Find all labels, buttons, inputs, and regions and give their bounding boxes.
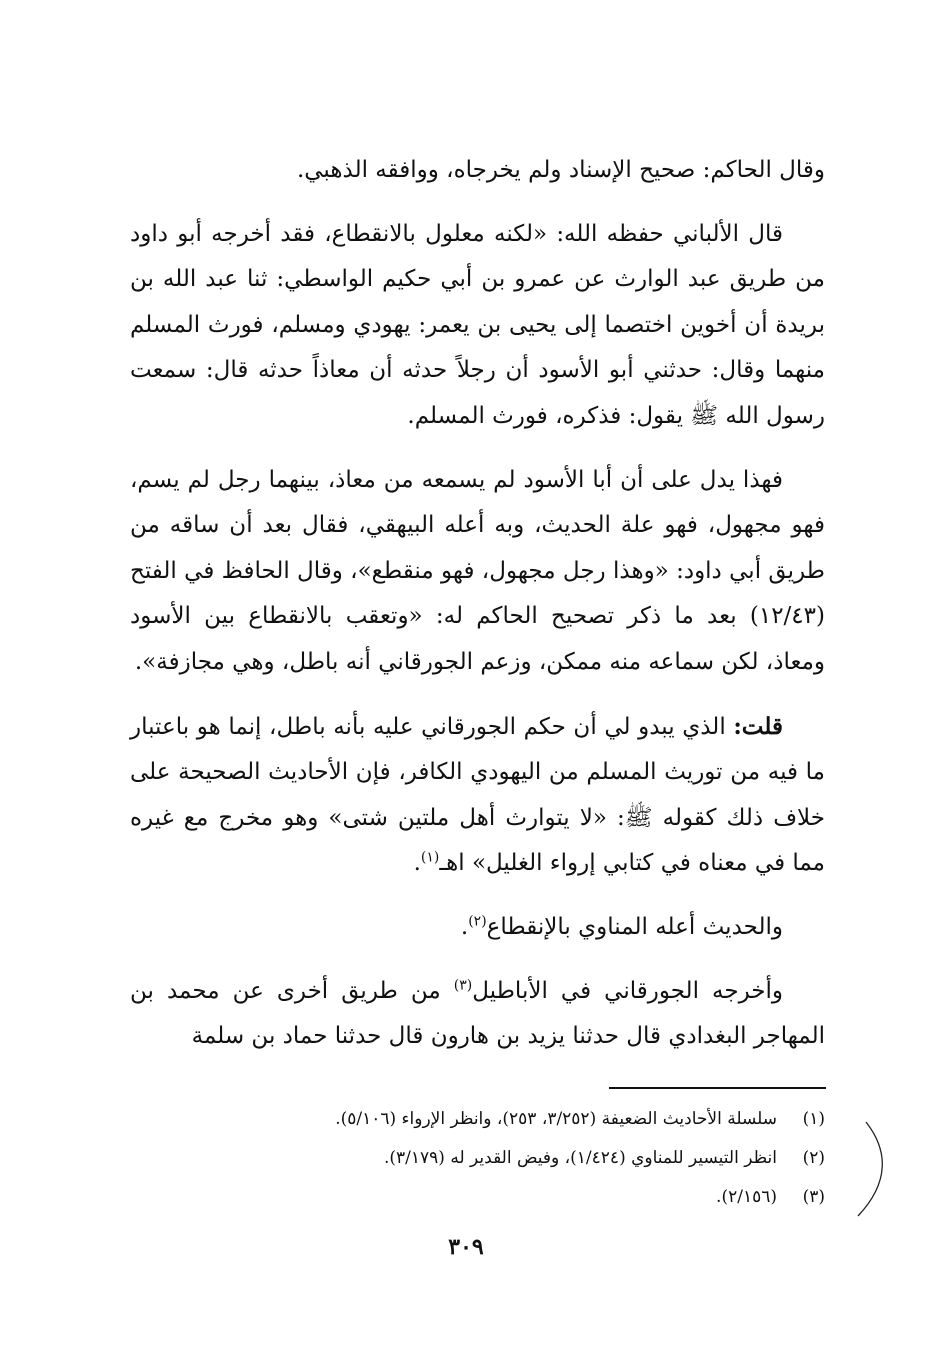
page-number: ٣٠٩ [448,1234,484,1260]
footnote-3-number: (٣) [802,1187,825,1207]
footnote-3-text: (٢/١٥٦). [716,1187,777,1207]
footnote-2 [130,1139,825,1178]
main-text [130,148,825,1060]
paragraph-3-text: فهذا يدل على أن أبا الأسود لم يسمعه من معاذ، بينهما رجل لم يسم، فهو مجهول، فهو علة الحديث، وبه أعله البيهقي، فقال بعد أن ساقه من طريق أبي داود: «وهذا رجل مجهول، فهو منقطع»، وقال الحافظ في الفتح (١٢/٤٣) بعد ما ذكر تصحيح الحاكم له: «وتعقب بالانقطاع بين الأسود ومعاذ، لكن سماعه منه ممكن، وزعم الجورقاني أنه باطل، وهي مجازفة». [130,466,825,675]
paragraph-5-text: والحديث أعله المناوي بالإنقطاع [486,913,783,940]
footnote-3 [130,1178,825,1217]
paragraph-4-text: الذي يبدو لي أن حكم الجورقاني عليه بأنه باطل، إنما هو باعتبار ما فيه من توريث المسلم من اليهودي الكافر، فإن الأحاديث الصحيحة على خلاف ذلك كقوله ﷺ: «لا يتوارث أهل ملتين شتى» وهو مخرج مع غيره مما في معناه في كتابي إرواء الغليل» اهـ [130,713,825,877]
footnote-ref-3: (٣) [453,976,473,993]
paragraph-4 [130,704,825,887]
footnote-2-number: (٢) [802,1148,825,1168]
paragraph-5-tail: . [460,913,469,940]
scan-margin-mark [852,1120,892,1220]
paragraph-4-tail: . [413,850,421,877]
footnotes [130,1100,825,1217]
paragraph-2-text: قال الألباني حفظه الله: «لكنه معلول بالانقطاع، فقد أخرجه أبو داود من طريق عبد الوارث عن عمرو بن أبي حكيم الواسطي: ثنا عبد الله بن بريدة أن أخوين اختصما إلى يحيى بن يعمر: يهودي ومسلم، فورث المسلم منهما وقال: حدثني أبو الأسود أن رجلاً حدثه أن معاذاً حدثه قال: سمعت رسول الله ﷺ يقول: فذكره، فورث المسلم. [130,220,825,429]
footnote-ref-2: (٢) [468,913,487,930]
footnote-1-number: (١) [802,1109,825,1129]
footnote-1-text: سلسلة الأحاديث الضعيفة (٣/٢٥٢، ٢٥٣)، وانظر الإرواء (٥/١٠٦). [335,1109,777,1129]
footnote-1 [130,1100,825,1139]
paragraph-6-tail: من طريق أخرى عن محمد بن المهاجر البغدادي قال حدثنا يزيد بن هارون قال حدثنا حماد بن سلمة [130,977,825,1050]
paragraph-4-lead: قلت: [733,712,783,740]
paragraph-6 [130,969,825,1060]
paragraph-1-text: وقال الحاكم: صحيح الإسناد ولم يخرجاه، ووافقه الذهبي. [296,157,825,183]
paragraph-5 [130,905,825,951]
paragraph-1 [130,148,825,194]
paragraph-6-text: وأخرجه الجورقاني في الأباطيل [472,977,783,1004]
footnote-separator [609,1087,826,1089]
paragraph-3 [130,458,825,686]
footnote-2-text: انظر التيسير للمناوي (١/٤٢٤)، وفيض القدير له (٣/١٧٩). [383,1148,777,1168]
paragraph-2 [130,212,825,440]
footnote-ref-1: (١) [420,849,440,866]
